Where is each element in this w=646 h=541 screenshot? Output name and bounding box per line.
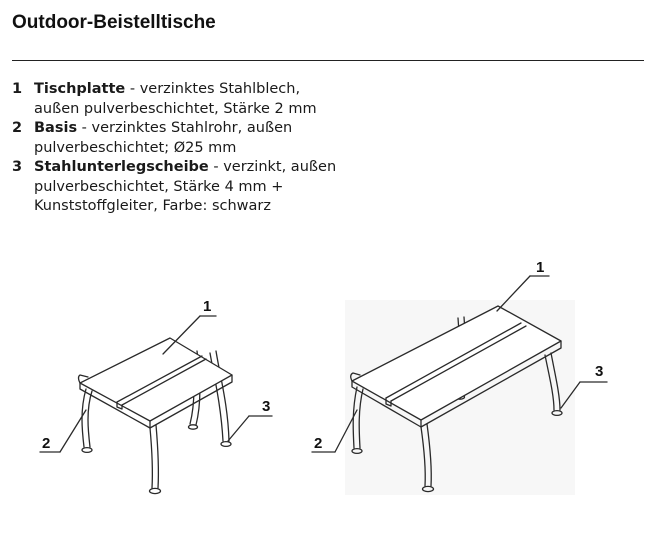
part-description: pulverbeschichtet; Ø25 mm — [34, 139, 237, 156]
part-description: - verzinktes Stahlrohr, außen — [77, 120, 293, 136]
foot-washer — [189, 425, 198, 429]
part-name: Tischplatte — [34, 81, 126, 97]
part-number: 1 — [12, 81, 23, 97]
large-side-table — [312, 259, 607, 495]
part-description: pulverbeschichtet, Stärke 4 mm + — [34, 178, 284, 195]
small-table-top — [79, 338, 233, 428]
callout-label-1: 1 — [203, 298, 212, 315]
part-name: Stahlunterlegscheibe — [34, 159, 209, 175]
top-surface — [80, 338, 232, 421]
callout-label-2: 2 — [42, 435, 51, 452]
part-description: außen pulverbeschichtet, Stärke 2 mm — [34, 100, 317, 117]
callout-label-3: 3 — [262, 398, 271, 415]
foot-washer — [221, 442, 231, 447]
leg-line — [82, 389, 92, 447]
small-side-table — [40, 298, 272, 494]
part-description: - verzinktes Stahlblech, — [125, 81, 301, 97]
part-number: 2 — [12, 120, 23, 136]
foot-washer — [150, 488, 161, 493]
leader-line — [228, 416, 249, 441]
callout-label-1: 1 — [536, 259, 545, 276]
callout-label-3: 3 — [595, 363, 604, 380]
leg-line — [150, 425, 158, 488]
part-description: - verzinkt, außen — [208, 159, 337, 175]
page-title: Outdoor-Beistelltische — [12, 12, 216, 33]
foot-washer — [82, 448, 92, 453]
callout-label-2: 2 — [314, 435, 323, 452]
part-name: Basis — [34, 120, 78, 136]
part-number: 3 — [12, 159, 23, 175]
part-description: Kunststoffgleiter, Farbe: schwarz — [34, 198, 271, 214]
